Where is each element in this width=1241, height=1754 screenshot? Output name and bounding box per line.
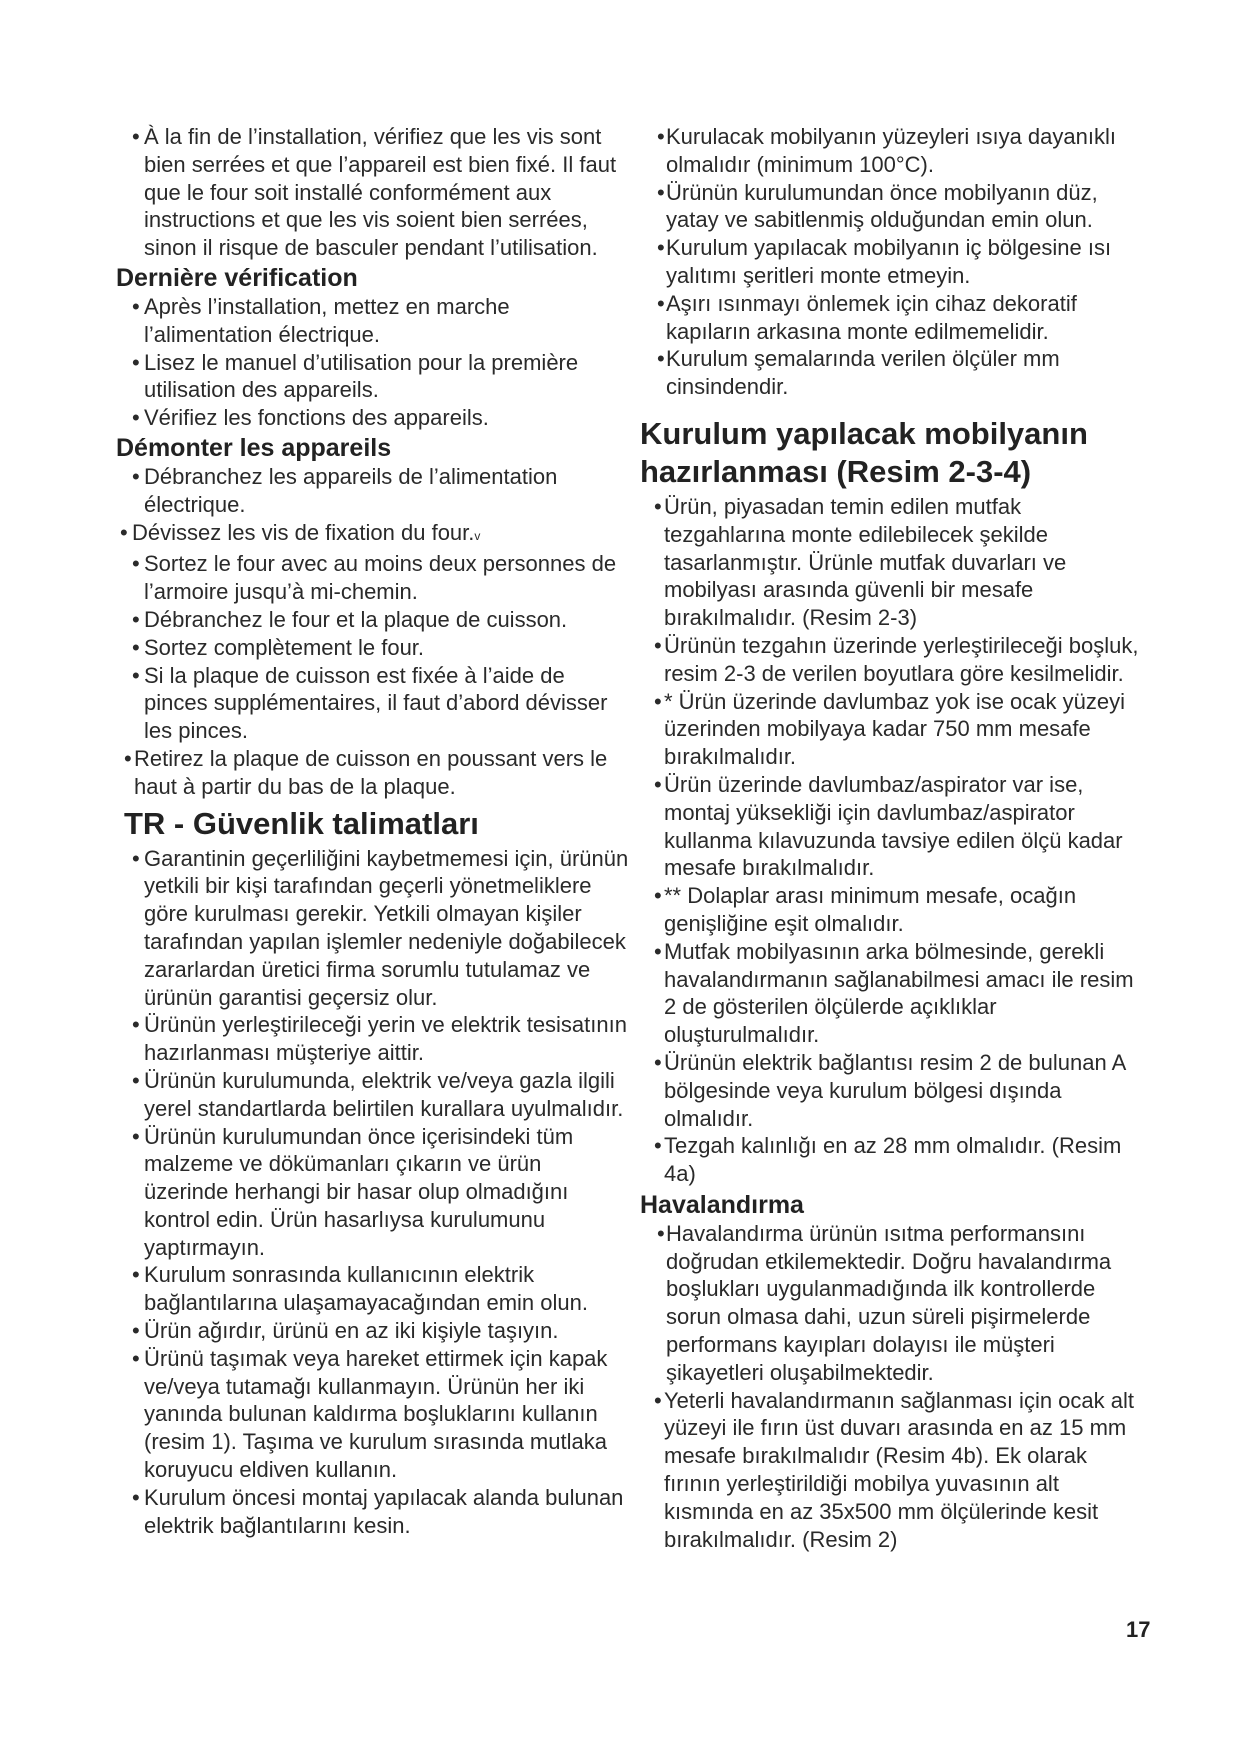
list-item-text: Dévissez les vis de fixation du four.: [132, 519, 475, 545]
list-item: [110, 519, 630, 551]
list-item: • Havalandırma ürünün ısıtma performansını doğrudan etkilemektedir. Doğru havalandırma boşlukları uygulanmadığında ilk kontrollerde sorun olmasa dahi, uzun süreli pişirmelerde performans kayıpları dolayısı ile müşteri şikayetleri oluşabilmektedir.: [640, 1220, 1140, 1387]
list-item: • Kurulum yapılacak mobilyanın iç bölgesine ısı yalıtımı şeritleri monte etmeyin.: [640, 234, 1140, 290]
list-item: • Kurulum şemalarında verilen ölçüler mm cinsindendir.: [640, 345, 1140, 401]
list-item: • Débranchez le four et la plaque de cuisson.: [110, 606, 630, 634]
list-item: • ** Dolaplar arası minimum mesafe, ocağın genişliğine eşit olmalıdır.: [640, 882, 1140, 938]
list-item: • Ürünün yerleştirileceği yerin ve elektrik tesisatının hazırlanması müşteriye aittir.: [110, 1011, 630, 1067]
heading-havalandirma: Havalandırma: [640, 1190, 804, 1219]
list-item: • Garantinin geçerliliğini kaybetmemesi için, ürünün yetkili bir kişi tarafından geçerli yönetmeliklere göre kurulması gerekir. Yetkili olmayan kişiler tarafından yapılan işlemler nedeniyle doğabilecek zararlardan üretici firma sorumlu tutulamaz ve ürünün garantisi geçersiz olur.: [110, 845, 630, 1012]
list-item: • Kurulum öncesi montaj yapılacak alanda bulunan elektrik bağlantılarını kesin.: [110, 1484, 630, 1540]
list-item: • Aşırı ısınmayı önlemek için cihaz dekoratif kapıların arkasına monte edilmemelidir.: [640, 290, 1140, 346]
heading-kurulum-mobilya: Kurulum yapılacak mobilyanın hazırlanması (Resim 2-3-4): [640, 415, 1088, 489]
list-item: • Vérifiez les fonctions des appareils.: [110, 404, 630, 432]
list-item: • Après l’installation, mettez en marche l’alimentation électrique.: [110, 293, 630, 349]
page-number: 17: [1126, 1617, 1151, 1642]
heading-tr-guvenlik: TR - Güvenlik talimatları: [124, 805, 479, 841]
list-item: • Retirez la plaque de cuisson en poussant vers le haut à partir du bas de la plaque.: [110, 745, 630, 801]
list-item: • Sortez le four avec au moins deux personnes de l’armoire jusqu’à mi-chemin.: [110, 550, 630, 606]
list-item: • Tezgah kalınlığı en az 28 mm olmalıdır. (Resim 4a): [640, 1132, 1140, 1188]
list-item: • Sortez complètement le four.: [110, 634, 630, 662]
list-item: • Débranchez les appareils de l’alimentation électrique.: [110, 463, 630, 519]
list-item: • Ürün üzerinde davlumbaz/aspirator var ise, montaj yüksekliği için davlumbaz/aspirator kullanma kılavuzunda tavsiye edilen ölçü kadar mesafe bırakılmalıdır.: [640, 771, 1140, 882]
left-column: [110, 123, 630, 1539]
heading-derniere-verification: Dernière vérification: [116, 263, 358, 292]
list-item: • Ürünü taşımak veya hareket ettirmek için kapak ve/veya tutamağı kullanmayın. Ürünün her iki yanında bulunan kaldırma boşluklarını kullanın (resim 1). Taşıma ve kurulum sırasında mutlaka koruyucu eldiven kullanın.: [110, 1345, 630, 1484]
right-column: [640, 123, 1140, 1553]
list-item: • Ürün, piyasadan temin edilen mutfak tezgahlarına monte edilebilecek şekilde tasarlanmıştır. Ürünle mutfak duvarları ve mobilyası arasında güvenli bir mesafe bırakılmalıdır. (Resim 2-3): [640, 493, 1140, 632]
list-item: • Ürünün kurulumunda, elektrik ve/veya gazla ilgili yerel standartlarda belirtilen kurallara uyulmalıdır.: [110, 1067, 630, 1123]
heading-demonter-les-appareils: Démonter les appareils: [116, 433, 392, 462]
list-item: • * Ürün üzerinde davlumbaz yok ise ocak yüzeyi üzerinden mobilyaya kadar 750 mm mesafe bırakılmalıdır.: [640, 688, 1140, 771]
list-item: • Ürün ağırdır, ürünü en az iki kişiyle taşıyın.: [110, 1317, 630, 1345]
stray-mark: v: [474, 528, 481, 543]
list-item: • Ürünün elektrik bağlantısı resim 2 de bulunan A bölgesinde veya kurulum bölgesi dışında olmalıdır.: [640, 1049, 1140, 1132]
install-check-paragraph: • À la fin de l’installation, vérifiez que les vis sont bien serrées et que l’appareil est bien fixé. Il faut que le four soit installé conformément aux instructions et que les vis soient bien serrées, sinon il risque de basculer pendant l’utilisation.: [110, 123, 630, 262]
list-item: • Ürünün kurulumundan önce içerisindeki tüm malzeme ve dökümanları çıkarın ve ürün üzerinde herhangi bir hasar olup olmadığını kontrol edin. Ürün hasarlıysa kurulumunu yaptırmayın.: [110, 1123, 630, 1262]
list-item: • Kurulacak mobilyanın yüzeyleri ısıya dayanıklı olmalıdır (minimum 100°C).: [640, 123, 1140, 179]
list-item: • Mutfak mobilyasının arka bölmesinde, gerekli havalandırmanın sağlanabilmesi amacı ile resim 2 de gösterilen ölçülerde açıklıklar oluşturulmalıdır.: [640, 938, 1140, 1049]
list-item: • Lisez le manuel d’utilisation pour la première utilisation des appareils.: [110, 349, 630, 405]
list-item: • Kurulum sonrasında kullanıcının elektrik bağlantılarına ulaşamayacağından emin olun.: [110, 1261, 630, 1317]
list-item: • Ürünün tezgahın üzerinde yerleştirileceği boşluk, resim 2-3 de verilen boyutlara göre kesilmelidir.: [640, 632, 1140, 688]
list-item: • Si la plaque de cuisson est fixée à l’aide de pinces supplémentaires, il faut d’abord dévisser les pinces.: [110, 662, 630, 745]
list-item: • Ürünün kurulumundan önce mobilyanın düz, yatay ve sabitlenmiş olduğundan emin olun.: [640, 179, 1140, 235]
list-item: • Yeterli havalandırmanın sağlanması için ocak alt yüzeyi ile fırın üst duvarı arasında en az 15 mm mesafe bırakılmalıdır (Resim 4b). Ek olarak fırının yerleştirildiği mobilya yuvasının alt kısmında en az 35x500 mm ölçülerinde kesit bırakılmalıdır. (Resim 2): [640, 1387, 1140, 1554]
